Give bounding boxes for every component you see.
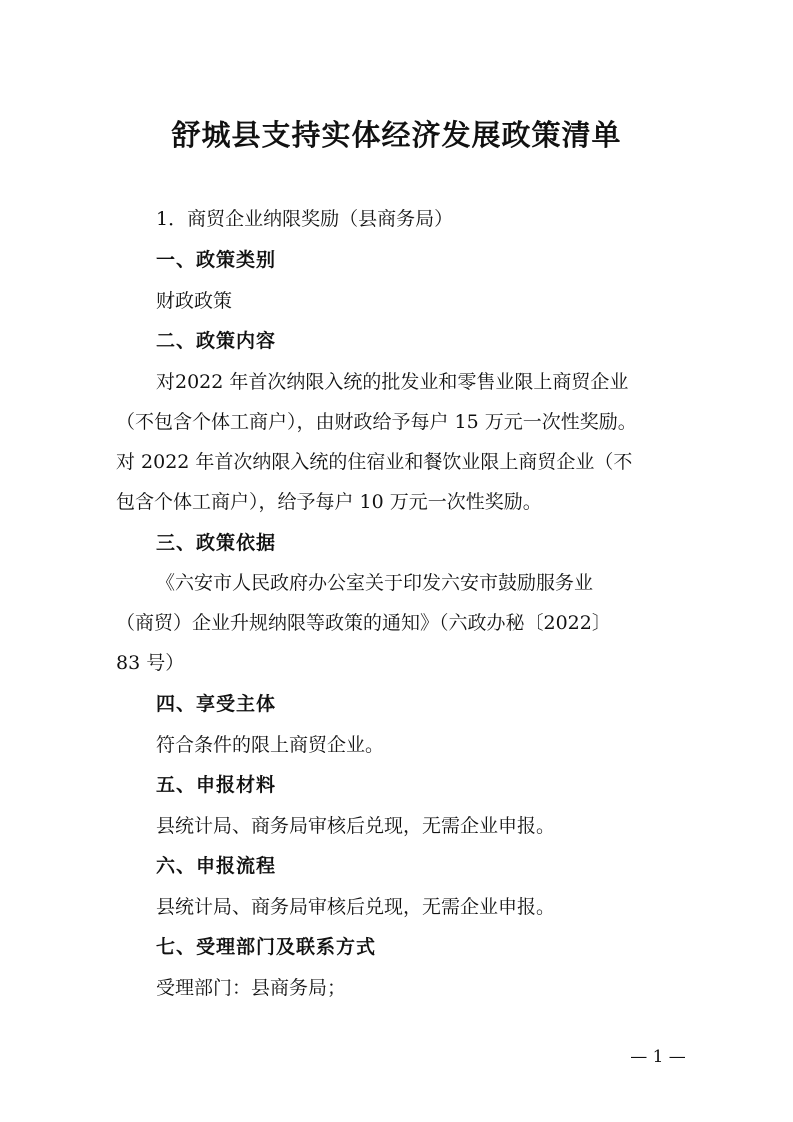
basis-line: 《六安市人民政府办公室关于印发六安市鼓励服务业 bbox=[156, 572, 594, 594]
subject-text: 符合条件的限上商贸企业。 bbox=[156, 734, 385, 756]
content-line: 对 2022 年首次纳限入统的住宿业和餐饮业限上商贸企业（不 bbox=[116, 451, 633, 473]
document-title: 舒城县支持实体经济发展政策清单 bbox=[171, 118, 622, 152]
category-text: 财政政策 bbox=[156, 290, 233, 312]
section-heading-basis: 三、政策依据 bbox=[156, 532, 277, 554]
materials-text: 县统计局、商务局审核后兑现，无需企业申报。 bbox=[156, 815, 556, 837]
page-number: — 1 — bbox=[630, 1047, 686, 1067]
contact-text: 受理部门：县商务局； bbox=[156, 977, 347, 999]
process-text: 县统计局、商务局审核后兑现，无需企业申报。 bbox=[156, 896, 556, 918]
policy-item-title: 1．商贸企业纳限奖励（县商务局） bbox=[156, 208, 454, 230]
section-heading-process: 六、申报流程 bbox=[156, 855, 277, 877]
section-heading-category: 一、政策类别 bbox=[156, 249, 277, 271]
section-heading-subject: 四、享受主体 bbox=[156, 693, 277, 715]
section-heading-content: 二、政策内容 bbox=[156, 330, 277, 352]
content-line: 包含个体工商户），给予每户 10 万元一次性奖励。 bbox=[116, 491, 542, 513]
section-heading-materials: 五、申报材料 bbox=[156, 774, 277, 796]
content-line: （不包含个体工商户），由财政给予每户 15 万元一次性奖励。 bbox=[116, 411, 637, 433]
section-heading-contact: 七、受理部门及联系方式 bbox=[156, 936, 377, 958]
basis-line: 83 号） bbox=[116, 652, 185, 674]
content-line: 对2022 年首次纳限入统的批发业和零售业限上商贸企业 bbox=[156, 371, 629, 393]
basis-line: （商贸）企业升规纳限等政策的通知》（六政办秘〔2022〕 bbox=[116, 612, 611, 634]
